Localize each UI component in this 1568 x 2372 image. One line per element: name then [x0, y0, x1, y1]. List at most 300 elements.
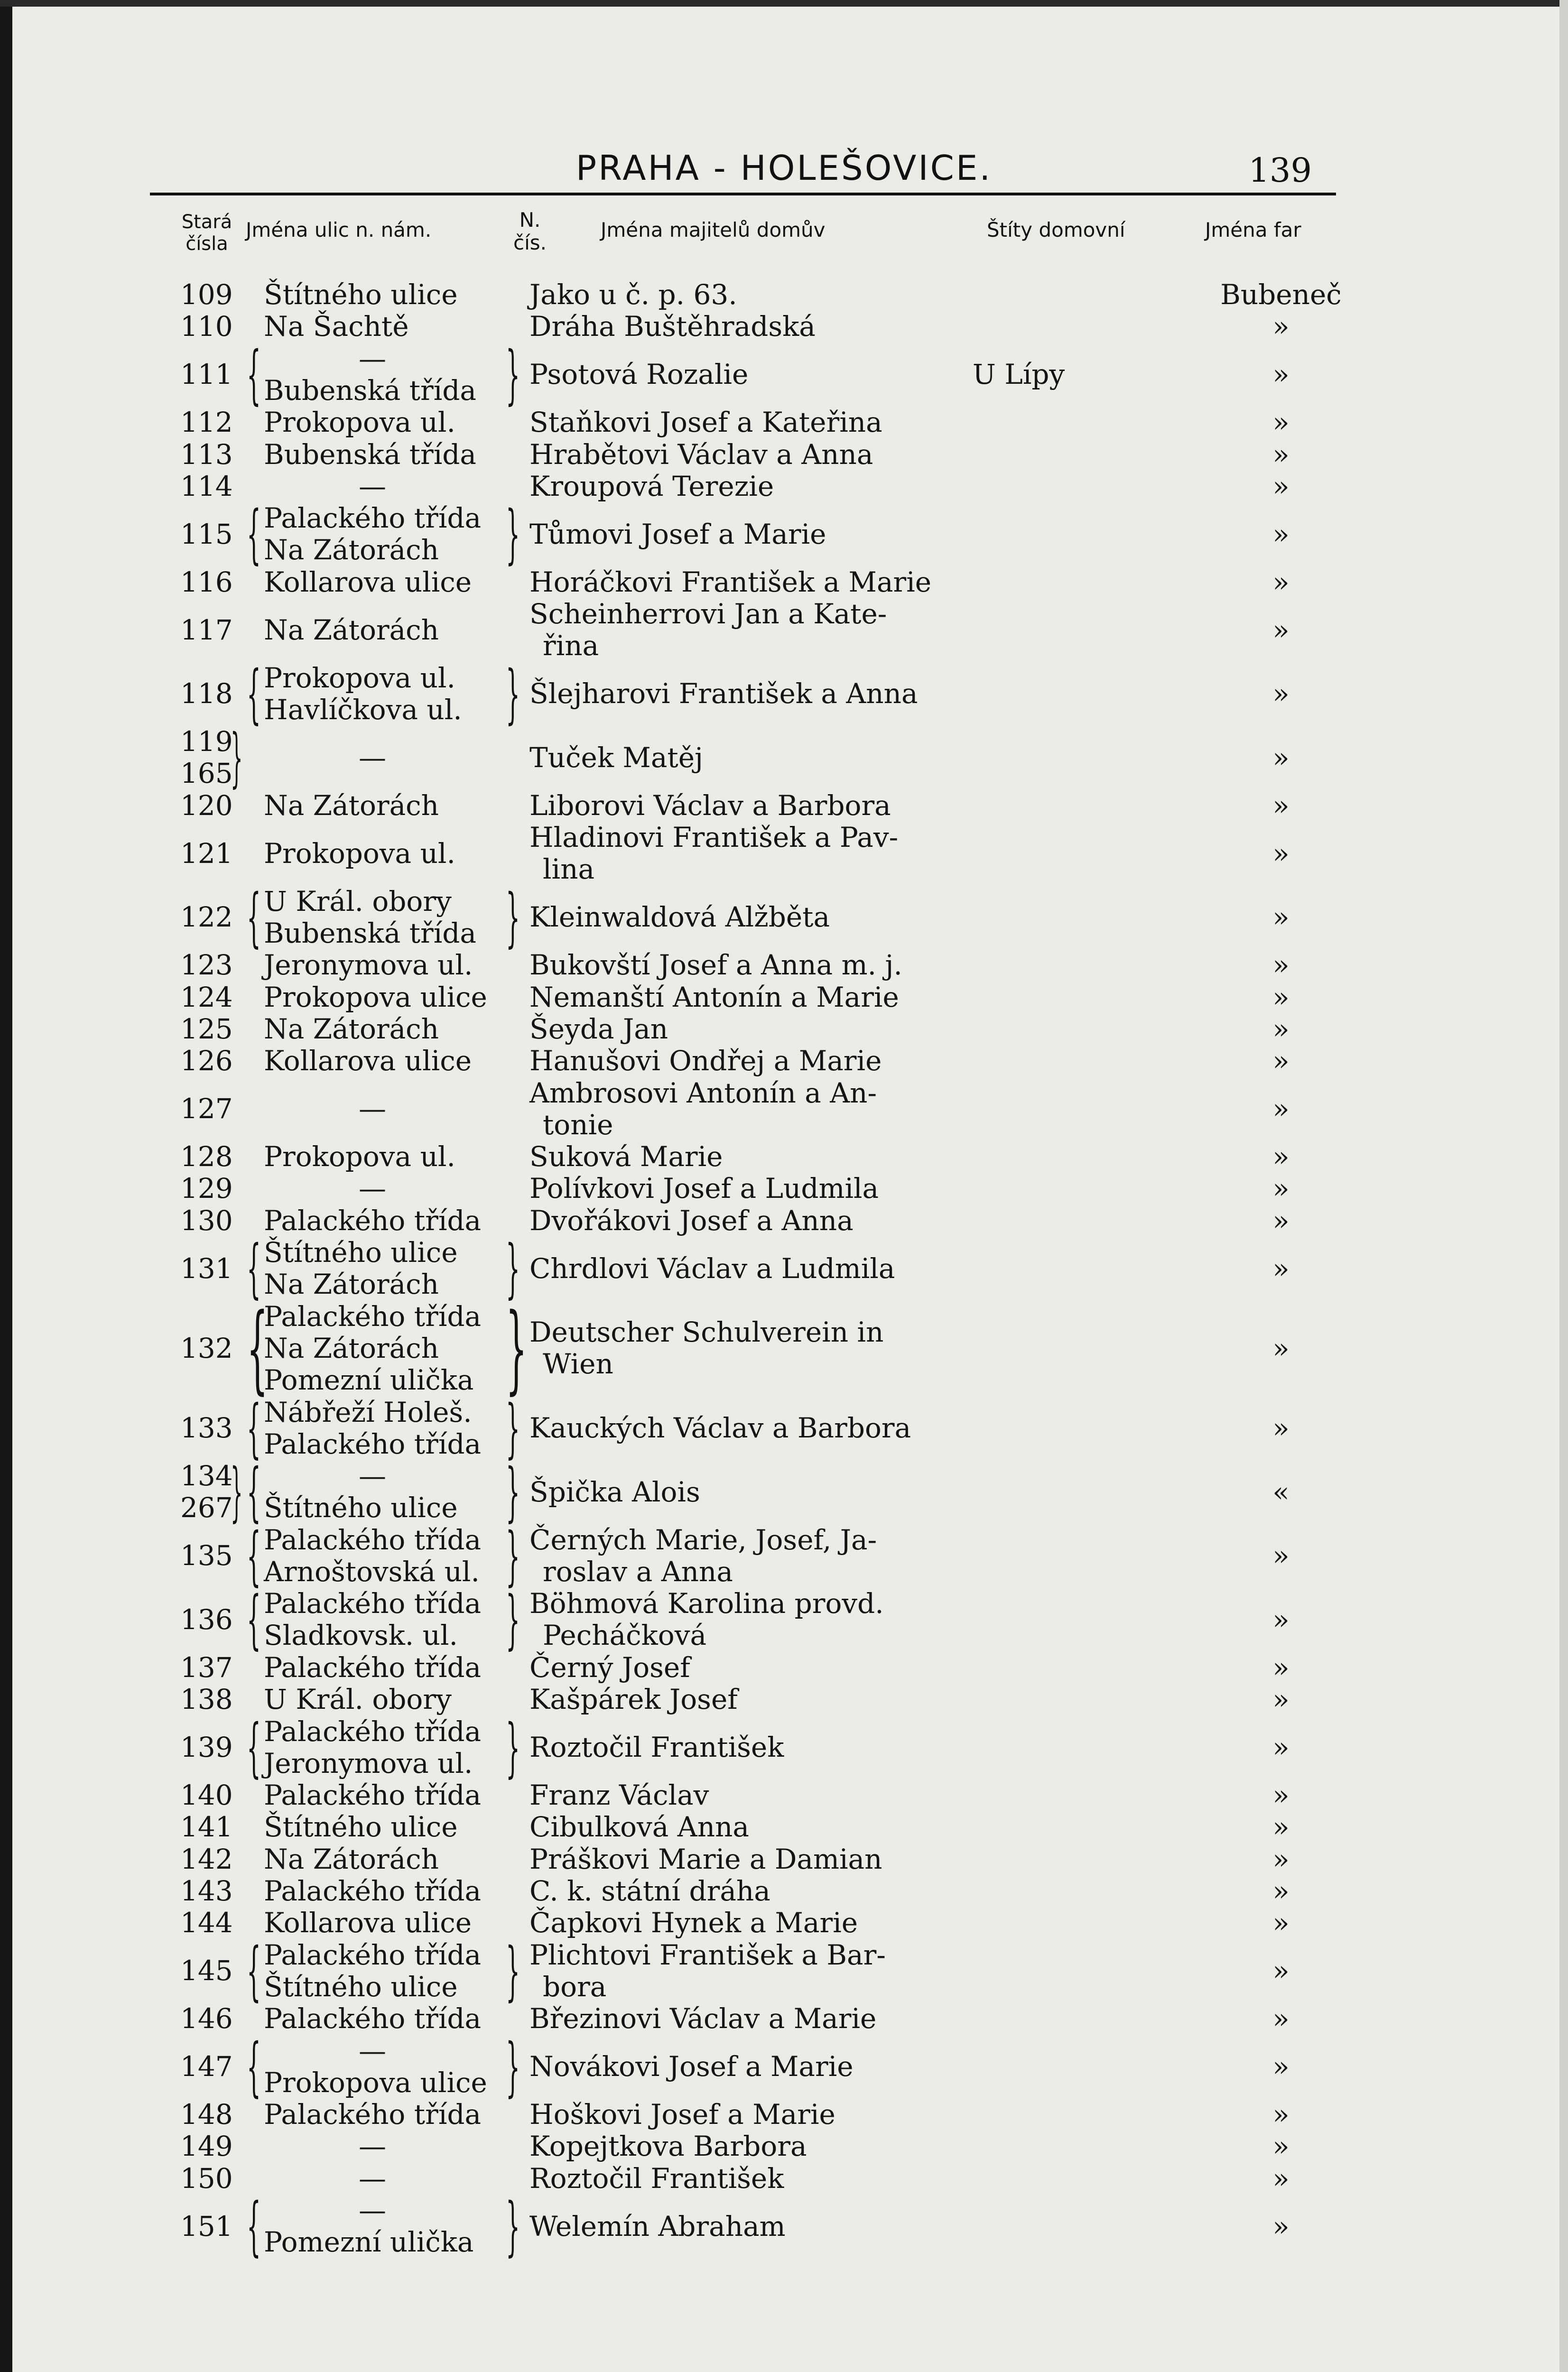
- owner-name: Pecháčková: [543, 1619, 707, 1652]
- street-cell: [264, 502, 510, 566]
- old-number-cell: [180, 982, 242, 1013]
- owner-cell: [529, 1524, 956, 1588]
- owner-name: Ambrosovi Antonín a An-: [529, 1076, 877, 1109]
- column-header-owner: Jména majitelů domův: [601, 218, 826, 241]
- old-number: 122: [180, 901, 233, 934]
- street-cell: [264, 1045, 510, 1077]
- old-number: 127: [180, 1093, 233, 1125]
- owner-name: Welemín Abraham: [529, 2210, 786, 2242]
- old-number: 118: [180, 677, 233, 710]
- right-brace: }: [506, 1933, 520, 2008]
- parish-name: »: [1272, 2162, 1290, 2195]
- street-cell: [264, 1460, 510, 1524]
- owner-name: Černých Marie, Josef, Ja-: [529, 1523, 877, 1556]
- parish-name: »: [1272, 406, 1290, 439]
- owner-name: Kopejtkova Barbora: [529, 2130, 807, 2163]
- table-row: [0, 471, 1568, 502]
- old-number-cell: [180, 1604, 242, 1636]
- street-cell: [264, 790, 510, 822]
- old-number: 136: [180, 1603, 233, 1636]
- left-brace: {: [247, 1518, 261, 1593]
- owner-cell: [529, 742, 956, 774]
- owner-cell: [529, 1684, 956, 1715]
- right-brace: }: [506, 880, 520, 954]
- parish-name: »: [1272, 1651, 1290, 1684]
- street-cell: [264, 1301, 510, 1396]
- parish-name: »: [1272, 1811, 1290, 1844]
- parish-name: »: [1272, 1731, 1290, 1764]
- old-number-cell: [180, 2131, 242, 2162]
- parish-name: »: [1272, 2210, 1290, 2242]
- street-name: U Král. obory: [264, 1683, 452, 1716]
- parish-name: »: [1272, 438, 1290, 471]
- old-number: 131: [180, 1252, 233, 1285]
- owner-cell: [529, 2051, 956, 2083]
- parish-name: »: [1272, 1204, 1290, 1237]
- table-row: [0, 2029, 1568, 2104]
- old-number: 119: [180, 725, 233, 758]
- left-brace: {: [247, 1455, 261, 1529]
- table-row: [0, 822, 1568, 886]
- street-cell: [264, 949, 510, 981]
- owner-name: Hoškovi Josef a Marie: [529, 2098, 835, 2131]
- owner-name: Plichtovi František a Bar-: [529, 1938, 886, 1971]
- street-cell: [264, 2035, 510, 2099]
- right-brace: }: [506, 337, 520, 412]
- street-name: Na Zátorách: [264, 1012, 439, 1045]
- old-number: 110: [180, 310, 233, 343]
- street-name: Palackého třída: [264, 1427, 482, 1460]
- street-name: Palackého třída: [264, 2002, 482, 2035]
- table-row: [0, 1811, 1568, 1843]
- old-number: 139: [180, 1731, 233, 1764]
- table-row: [0, 656, 1568, 731]
- right-brace: }: [506, 1231, 520, 1306]
- street-name: Palackého třída: [264, 1875, 482, 1907]
- table-row: [0, 1077, 1568, 1141]
- street-name: Na Zátorách: [264, 1268, 439, 1300]
- old-number: 147: [180, 2050, 233, 2083]
- old-number-cell: [180, 566, 242, 598]
- owner-cell: [529, 471, 956, 502]
- street-cell: [264, 886, 510, 949]
- scan-top-edge: [0, 0, 1568, 7]
- street-name: Palackého třída: [264, 1651, 482, 1684]
- street-name: —: [359, 342, 386, 375]
- table-row: [0, 2003, 1568, 2035]
- street-name: Pomezní ulička: [264, 1363, 474, 1396]
- street-name: Na Zátorách: [264, 534, 439, 566]
- column-header-new-number: N. čís.: [513, 208, 547, 254]
- owner-name: Staňkovi Josef a Kateřina: [529, 406, 882, 439]
- table-row: [0, 1173, 1568, 1205]
- street-cell: [264, 2099, 510, 2131]
- old-number: 114: [180, 470, 233, 502]
- street-name: Na Zátorách: [264, 613, 439, 646]
- street-name: Arnoštovská ul.: [264, 1555, 480, 1588]
- owner-name: tonie: [543, 1108, 613, 1141]
- old-number-cell: [180, 311, 242, 343]
- old-number-cell: [180, 1045, 242, 1077]
- old-number-cell: [180, 1093, 242, 1125]
- owner-name: Roztočil František: [529, 1731, 784, 1764]
- street-cell: [264, 1844, 510, 1875]
- street-cell: [264, 1237, 510, 1300]
- table-row: [0, 1907, 1568, 1939]
- street-name: Palackého třída: [264, 1204, 482, 1237]
- owner-cell: [529, 1141, 956, 1173]
- table-row: [0, 311, 1568, 343]
- owner-cell: [529, 1077, 956, 1141]
- owner-cell: [529, 822, 956, 885]
- owner-cell: [529, 279, 956, 311]
- table-row: [0, 598, 1568, 662]
- right-brace: }: [506, 1710, 520, 1785]
- street-name: —: [359, 2130, 386, 2163]
- parish-name: »: [1272, 1539, 1290, 1572]
- owner-cell: [529, 1779, 956, 1811]
- old-number-cell: [180, 1253, 242, 1285]
- owner-cell: [529, 1173, 956, 1205]
- owner-cell: [529, 2099, 956, 2131]
- old-number: 116: [180, 565, 233, 598]
- right-brace: }: [506, 1518, 520, 1593]
- street-name: Na Zátorách: [264, 1332, 439, 1364]
- old-number-cell: [180, 678, 242, 710]
- column-header-parish: Jména far: [1205, 218, 1301, 241]
- street-name: —: [359, 741, 386, 774]
- parish-name: »: [1272, 613, 1290, 646]
- street-name: Palackého třída: [264, 1779, 482, 1812]
- owner-cell: [529, 1732, 956, 1763]
- left-brace: {: [247, 1933, 261, 2008]
- street-name: Jeronymova ul.: [264, 1747, 473, 1779]
- owner-name: Březinovi Václav a Marie: [529, 2002, 877, 2035]
- owner-name: Šeyda Jan: [529, 1012, 668, 1045]
- street-name: Kollarova ulice: [264, 1045, 472, 1077]
- street-name: Prokopova ulice: [264, 2066, 487, 2099]
- owner-name: Chrdlovi Václav a Ludmila: [529, 1252, 895, 1285]
- street-name: Palackého třída: [264, 1523, 482, 1556]
- street-cell: [264, 742, 510, 774]
- left-brace: {: [247, 497, 261, 572]
- old-number-cell: [180, 1732, 242, 1763]
- street-cell: [264, 2195, 510, 2258]
- owner-name: Dvořákovi Josef a Anna: [529, 1204, 854, 1237]
- old-number: 138: [180, 1683, 233, 1716]
- table-row: [0, 1875, 1568, 1907]
- owner-cell: [529, 2131, 956, 2162]
- parish-name: »: [1272, 1140, 1290, 1173]
- street-cell: [264, 439, 510, 471]
- old-number: 146: [180, 2002, 233, 2035]
- old-number: 121: [180, 837, 233, 870]
- owner-cell: [529, 2163, 956, 2195]
- owner-cell: [529, 439, 956, 471]
- parish-name: «: [1272, 1475, 1290, 1508]
- old-number-cell: [180, 901, 242, 933]
- owner-name: Psotová Rozalie: [529, 358, 749, 391]
- old-number-cell: [180, 2099, 242, 2131]
- old-number-cell: [180, 949, 242, 981]
- owner-name: Tuček Matěj: [529, 741, 704, 774]
- owner-cell: [529, 1045, 956, 1077]
- owner-name: Dráha Buštěhradská: [529, 310, 816, 343]
- table-row: [0, 2099, 1568, 2131]
- parish-name: »: [1272, 901, 1290, 934]
- street-name: Havlíčkova ul.: [264, 693, 462, 726]
- owner-cell: [529, 1412, 956, 1444]
- table-row: [0, 1231, 1568, 1306]
- right-brace: }: [506, 1292, 527, 1404]
- parish-name: »: [1272, 1252, 1290, 1285]
- parish-name: »: [1272, 2098, 1290, 2131]
- old-number: 267: [180, 1492, 233, 1524]
- street-name: Palackého třída: [264, 1938, 482, 1971]
- old-number-cell: [180, 439, 242, 471]
- parish-name: »: [1272, 1683, 1290, 1716]
- owner-cell: [529, 1253, 956, 1285]
- right-brace: }: [506, 656, 520, 731]
- owner-name: Kašpárek Josef: [529, 1683, 738, 1716]
- parish-name: »: [1272, 1955, 1290, 1987]
- column-header-house-sign: Štíty domovní: [987, 218, 1125, 241]
- table-row: [0, 337, 1568, 412]
- street-cell: [264, 1875, 510, 1907]
- street-name: Nábřeží Holeš.: [264, 1396, 472, 1428]
- left-brace: {: [247, 337, 261, 412]
- street-cell: [264, 407, 510, 438]
- old-number: 130: [180, 1204, 233, 1237]
- street-cell: [264, 1205, 510, 1237]
- owner-cell: [529, 407, 956, 438]
- street-name: —: [359, 2162, 386, 2195]
- street-name: —: [359, 1093, 386, 1125]
- owner-name: Scheinherrovi Jan a Kate-: [529, 598, 887, 630]
- table-row: [0, 720, 1568, 795]
- column-header-street: Jména ulic n. nám.: [246, 218, 432, 241]
- old-number: 112: [180, 406, 233, 439]
- owner-name: Hrabětovi Václav a Anna: [529, 438, 873, 471]
- old-number-cell: [180, 1412, 242, 1444]
- right-brace: }: [506, 497, 520, 572]
- old-number: 133: [180, 1412, 233, 1445]
- old-number-cell: [180, 471, 242, 502]
- street-name: Bubenská třída: [264, 917, 476, 949]
- old-number: 144: [180, 1907, 233, 1939]
- table-row: [0, 1205, 1568, 1237]
- owner-cell: [529, 519, 956, 550]
- street-name: Štítného ulice: [264, 1970, 458, 2003]
- parish-name: »: [1272, 1093, 1290, 1125]
- page-title: PRAHA - HOLEŠOVICE.: [575, 148, 993, 188]
- street-cell: [264, 343, 510, 407]
- owner-name: Práškovi Marie a Damian: [529, 1843, 882, 1875]
- table-row: [0, 2163, 1568, 2195]
- owner-name: Suková Marie: [529, 1140, 723, 1173]
- page-number: 139: [1248, 151, 1312, 190]
- street-cell: [264, 1141, 510, 1173]
- owner-name: Horáčkovi František a Marie: [529, 565, 932, 598]
- owner-name: Jako u č. p. 63.: [529, 278, 737, 311]
- owner-name: Šlejharovi František a Anna: [529, 677, 918, 710]
- street-name: Sladkovsk. ul.: [264, 1619, 458, 1652]
- old-number: 141: [180, 1811, 233, 1844]
- owner-name: lina: [543, 853, 595, 886]
- street-name: Kollarova ulice: [264, 1907, 472, 1939]
- old-number-cell: [180, 279, 242, 311]
- street-cell: [264, 1013, 510, 1045]
- table-row: [0, 497, 1568, 572]
- left-brace: {: [247, 880, 261, 954]
- table-row: [0, 1933, 1568, 2008]
- parish-name: »: [1272, 1907, 1290, 1939]
- old-number: 134: [180, 1460, 233, 1492]
- table-row: [0, 1455, 1568, 1529]
- owner-cell: [529, 1013, 956, 1045]
- street-name: —: [359, 470, 386, 502]
- parish-name: »: [1272, 1012, 1290, 1045]
- parish-name: »: [1272, 1332, 1290, 1364]
- right-brace: }: [506, 2029, 520, 2104]
- left-brace: {: [247, 1390, 261, 1465]
- table-row: [0, 1141, 1568, 1173]
- parish-name: »: [1272, 1843, 1290, 1875]
- old-number: 124: [180, 981, 233, 1013]
- street-name: Palackého třída: [264, 1300, 482, 1333]
- old-number-cell: [180, 2003, 242, 2035]
- table-row: [0, 1390, 1568, 1465]
- old-number: 123: [180, 949, 233, 982]
- street-name: Na Zátorách: [264, 1843, 439, 1875]
- table-row: [0, 1582, 1568, 1657]
- old-number: 165: [180, 757, 233, 790]
- table-row: [0, 1652, 1568, 1684]
- owner-name: Franz Václav: [529, 1779, 709, 1812]
- street-name: Palackého třída: [264, 1587, 482, 1620]
- street-name: Palackého třída: [264, 502, 482, 535]
- street-cell: [264, 1811, 510, 1843]
- old-number-cell: [180, 1684, 242, 1715]
- old-number: 126: [180, 1045, 233, 1077]
- street-cell: [264, 566, 510, 598]
- owner-name: Kauckých Václav a Barbora: [529, 1412, 911, 1445]
- street-name: —: [359, 2194, 386, 2226]
- owner-name: Bukovští Josef a Anna m. j.: [529, 949, 902, 982]
- street-name: Palackého třída: [264, 2098, 482, 2131]
- old-number-cell: [180, 359, 242, 390]
- parish-name: »: [1272, 1045, 1290, 1077]
- left-brace: {: [247, 1292, 268, 1404]
- owner-cell: [529, 1652, 956, 1684]
- old-number-cell: [180, 614, 242, 646]
- old-number: 125: [180, 1012, 233, 1045]
- column-header-old-number: Stará čísla: [181, 211, 232, 255]
- street-name: Bubenská třída: [264, 374, 476, 407]
- owner-cell: [529, 678, 956, 710]
- old-number-cell: [180, 1779, 242, 1811]
- old-number: 140: [180, 1779, 233, 1812]
- old-number: 113: [180, 438, 233, 471]
- old-number-cell: [180, 1844, 242, 1875]
- owner-cell: [529, 790, 956, 822]
- parish-name: »: [1272, 310, 1290, 343]
- street-name: Štítného ulice: [264, 1236, 458, 1269]
- owner-name: Deutscher Schulverein in: [529, 1316, 884, 1349]
- old-number-cell: [180, 1907, 242, 1939]
- parish-name: »: [1272, 565, 1290, 598]
- street-cell: [264, 1939, 510, 2003]
- left-brace: {: [247, 656, 261, 731]
- street-cell: [264, 1779, 510, 1811]
- old-number-cell: [180, 1811, 242, 1843]
- old-number: 135: [180, 1539, 233, 1572]
- street-cell: [264, 662, 510, 726]
- owner-name: Novákovi Josef a Marie: [529, 2050, 854, 2083]
- old-number: 137: [180, 1651, 233, 1684]
- street-cell: [264, 1524, 510, 1588]
- owner-name: Čapkovi Hynek a Marie: [529, 1907, 858, 1939]
- old-number: 120: [180, 789, 233, 822]
- street-name: Kollarova ulice: [264, 565, 472, 598]
- table-row: [0, 982, 1568, 1013]
- old-number-cell: [180, 838, 242, 870]
- owner-name: Špička Alois: [529, 1475, 700, 1508]
- owner-cell: [529, 901, 956, 933]
- old-number-cell: [180, 1333, 242, 1364]
- street-cell: [264, 614, 510, 646]
- old-number: 143: [180, 1875, 233, 1907]
- parish-name: »: [1272, 837, 1290, 870]
- left-brace: {: [247, 2029, 261, 2104]
- owner-cell: [529, 2003, 956, 2035]
- table-row: [0, 1844, 1568, 1875]
- table-row: [0, 566, 1568, 598]
- old-number-cell: [180, 1205, 242, 1237]
- left-brace: {: [247, 1582, 261, 1657]
- street-name: Prokopova ul.: [264, 406, 455, 439]
- owner-name: Polívkovi Josef a Ludmila: [529, 1172, 879, 1205]
- table-row: [0, 1045, 1568, 1077]
- old-number-cell: [180, 1173, 242, 1205]
- owner-cell: [529, 949, 956, 981]
- owner-cell: [529, 2211, 956, 2242]
- old-number: 132: [180, 1332, 233, 1364]
- parish-name: »: [1272, 2130, 1290, 2163]
- street-name: Prokopova ulice: [264, 981, 487, 1013]
- street-cell: [264, 1716, 510, 1779]
- table-row: [0, 880, 1568, 954]
- left-brace: {: [247, 2189, 261, 2263]
- old-number: 129: [180, 1172, 233, 1205]
- owner-cell: [529, 598, 956, 662]
- owner-cell: [529, 1875, 956, 1907]
- owner-name: roslav a Anna: [543, 1555, 733, 1588]
- street-cell: [264, 2003, 510, 2035]
- owner-name: Böhmová Karolina provd.: [529, 1587, 884, 1620]
- owner-cell: [529, 566, 956, 598]
- parish-name: »: [1272, 358, 1290, 391]
- table-row: [0, 949, 1568, 981]
- old-number-cell: [180, 2211, 242, 2242]
- street-name: Prokopova ul.: [264, 661, 455, 694]
- old-number: 149: [180, 2130, 233, 2163]
- street-name: U Král. obory: [264, 885, 452, 917]
- parish-name: »: [1272, 518, 1290, 550]
- street-cell: [264, 1173, 510, 1205]
- table-row: [0, 790, 1568, 822]
- owner-cell: [529, 359, 956, 390]
